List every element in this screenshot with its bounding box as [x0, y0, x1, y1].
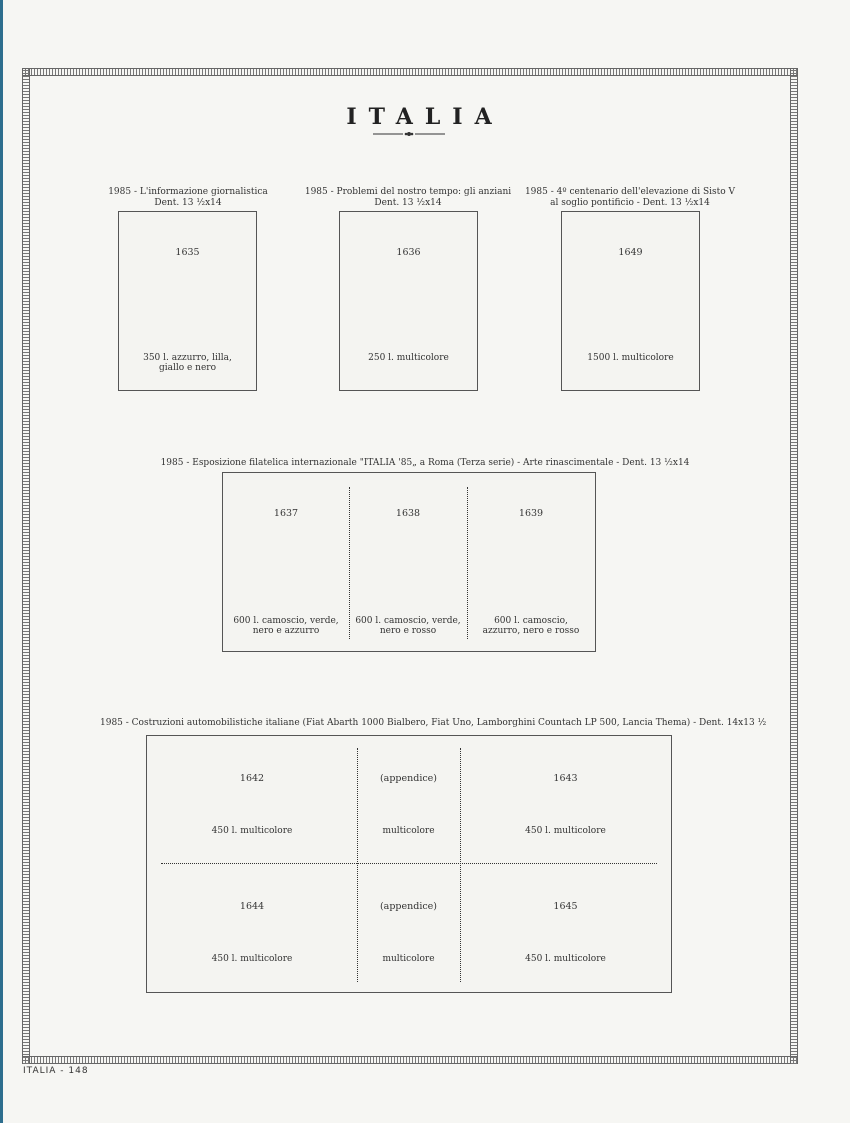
stamp-number: 1635 — [175, 247, 200, 258]
stamp-block-1642-1645 — [146, 735, 672, 993]
stamp-description — [349, 616, 467, 636]
page-footer: ITALIA - 148 — [23, 1066, 89, 1076]
page-title: ITALIA — [346, 104, 504, 130]
caption-1649 — [520, 187, 740, 209]
appendice-label: (appendice) — [379, 773, 438, 784]
caption-line: Dent. 13 ½x14 — [374, 198, 442, 208]
desc-line: azzurro, nero e rosso — [482, 626, 580, 636]
stamp-description: multicolore — [382, 954, 435, 964]
stamp-number: 1637 — [273, 508, 299, 519]
caption-line: 1985 - L'informazione giornalistica — [108, 187, 268, 197]
desc-line: 600 l. camoscio, verde, — [355, 616, 461, 626]
caption-line: 1985 - Problemi del nostro tempo: gli anziani — [304, 187, 512, 197]
desc-line: 250 l. multicolore — [368, 353, 449, 363]
desc-line: 1500 l. multicolore — [587, 353, 674, 363]
stamp-number: 1644 — [239, 901, 265, 912]
stamp-number: 1636 — [396, 247, 421, 258]
title-ornament — [373, 131, 445, 137]
stamp-strip-1637-1639 — [222, 472, 596, 652]
desc-line: 600 l. camoscio, — [494, 616, 568, 626]
stamp-description — [467, 616, 595, 636]
stamp-number: 1642 — [239, 773, 265, 784]
stamp-box-1636 — [339, 211, 478, 391]
caption-line: al soglio pontificio - Dent. 13 ½x14 — [550, 198, 710, 208]
desc-line: nero e rosso — [379, 626, 437, 636]
desc-line: nero e azzurro — [252, 626, 320, 636]
stamp-description: 450 l. multicolore — [525, 954, 606, 964]
stamp-description: multicolore — [382, 826, 435, 836]
stamp-number: 1649 — [618, 247, 643, 258]
stamp-description — [340, 353, 477, 363]
page-edge-strip — [0, 0, 3, 1123]
stamp-number: 1645 — [553, 901, 578, 912]
stamp-description — [223, 616, 349, 636]
stamp-box-1635 — [118, 211, 257, 391]
caption-line: Dent. 13 ½x14 — [154, 198, 222, 208]
stamp-description: 450 l. multicolore — [211, 954, 293, 964]
caption-1636 — [293, 187, 523, 209]
desc-line: giallo e nero — [158, 363, 217, 373]
border-bottom — [22, 1056, 798, 1064]
stamp-number: 1639 — [518, 508, 544, 519]
stamp-description: 450 l. multicolore — [525, 826, 606, 836]
caption-line: 1985 - 4º centenario dell'elevazione di Sisto V — [524, 187, 736, 197]
appendice-label: (appendice) — [379, 901, 438, 912]
caption-1637-1639: 1985 - Esposizione filatelica internazionale "ITALIA '85„ a Roma (Terza serie) - Arte rinascimentale - Dent. 13 ½x14 — [160, 458, 690, 468]
desc-line: 600 l. camoscio, verde, — [233, 616, 339, 626]
border-top — [22, 68, 798, 76]
border-right — [790, 68, 798, 1064]
stamp-number: 1638 — [395, 508, 421, 519]
stamp-box-1649 — [561, 211, 700, 391]
desc-line: 350 l. azzurro, lilla, — [143, 353, 232, 363]
caption-1642-1645: 1985 - Costruzioni automobilistiche italiane (Fiat Abarth 1000 Bialbero, Fiat Uno, Lamborghini Countach LP 500, Lancia Thema) - Dent. 14x13 ½ — [100, 718, 767, 728]
stamp-description — [119, 353, 256, 373]
border-left — [22, 68, 30, 1064]
stamp-description: 450 l. multicolore — [211, 826, 293, 836]
stamp-description — [562, 353, 699, 363]
caption-1635 — [103, 187, 273, 209]
perforation-line — [161, 863, 657, 864]
stamp-number: 1643 — [553, 773, 578, 784]
